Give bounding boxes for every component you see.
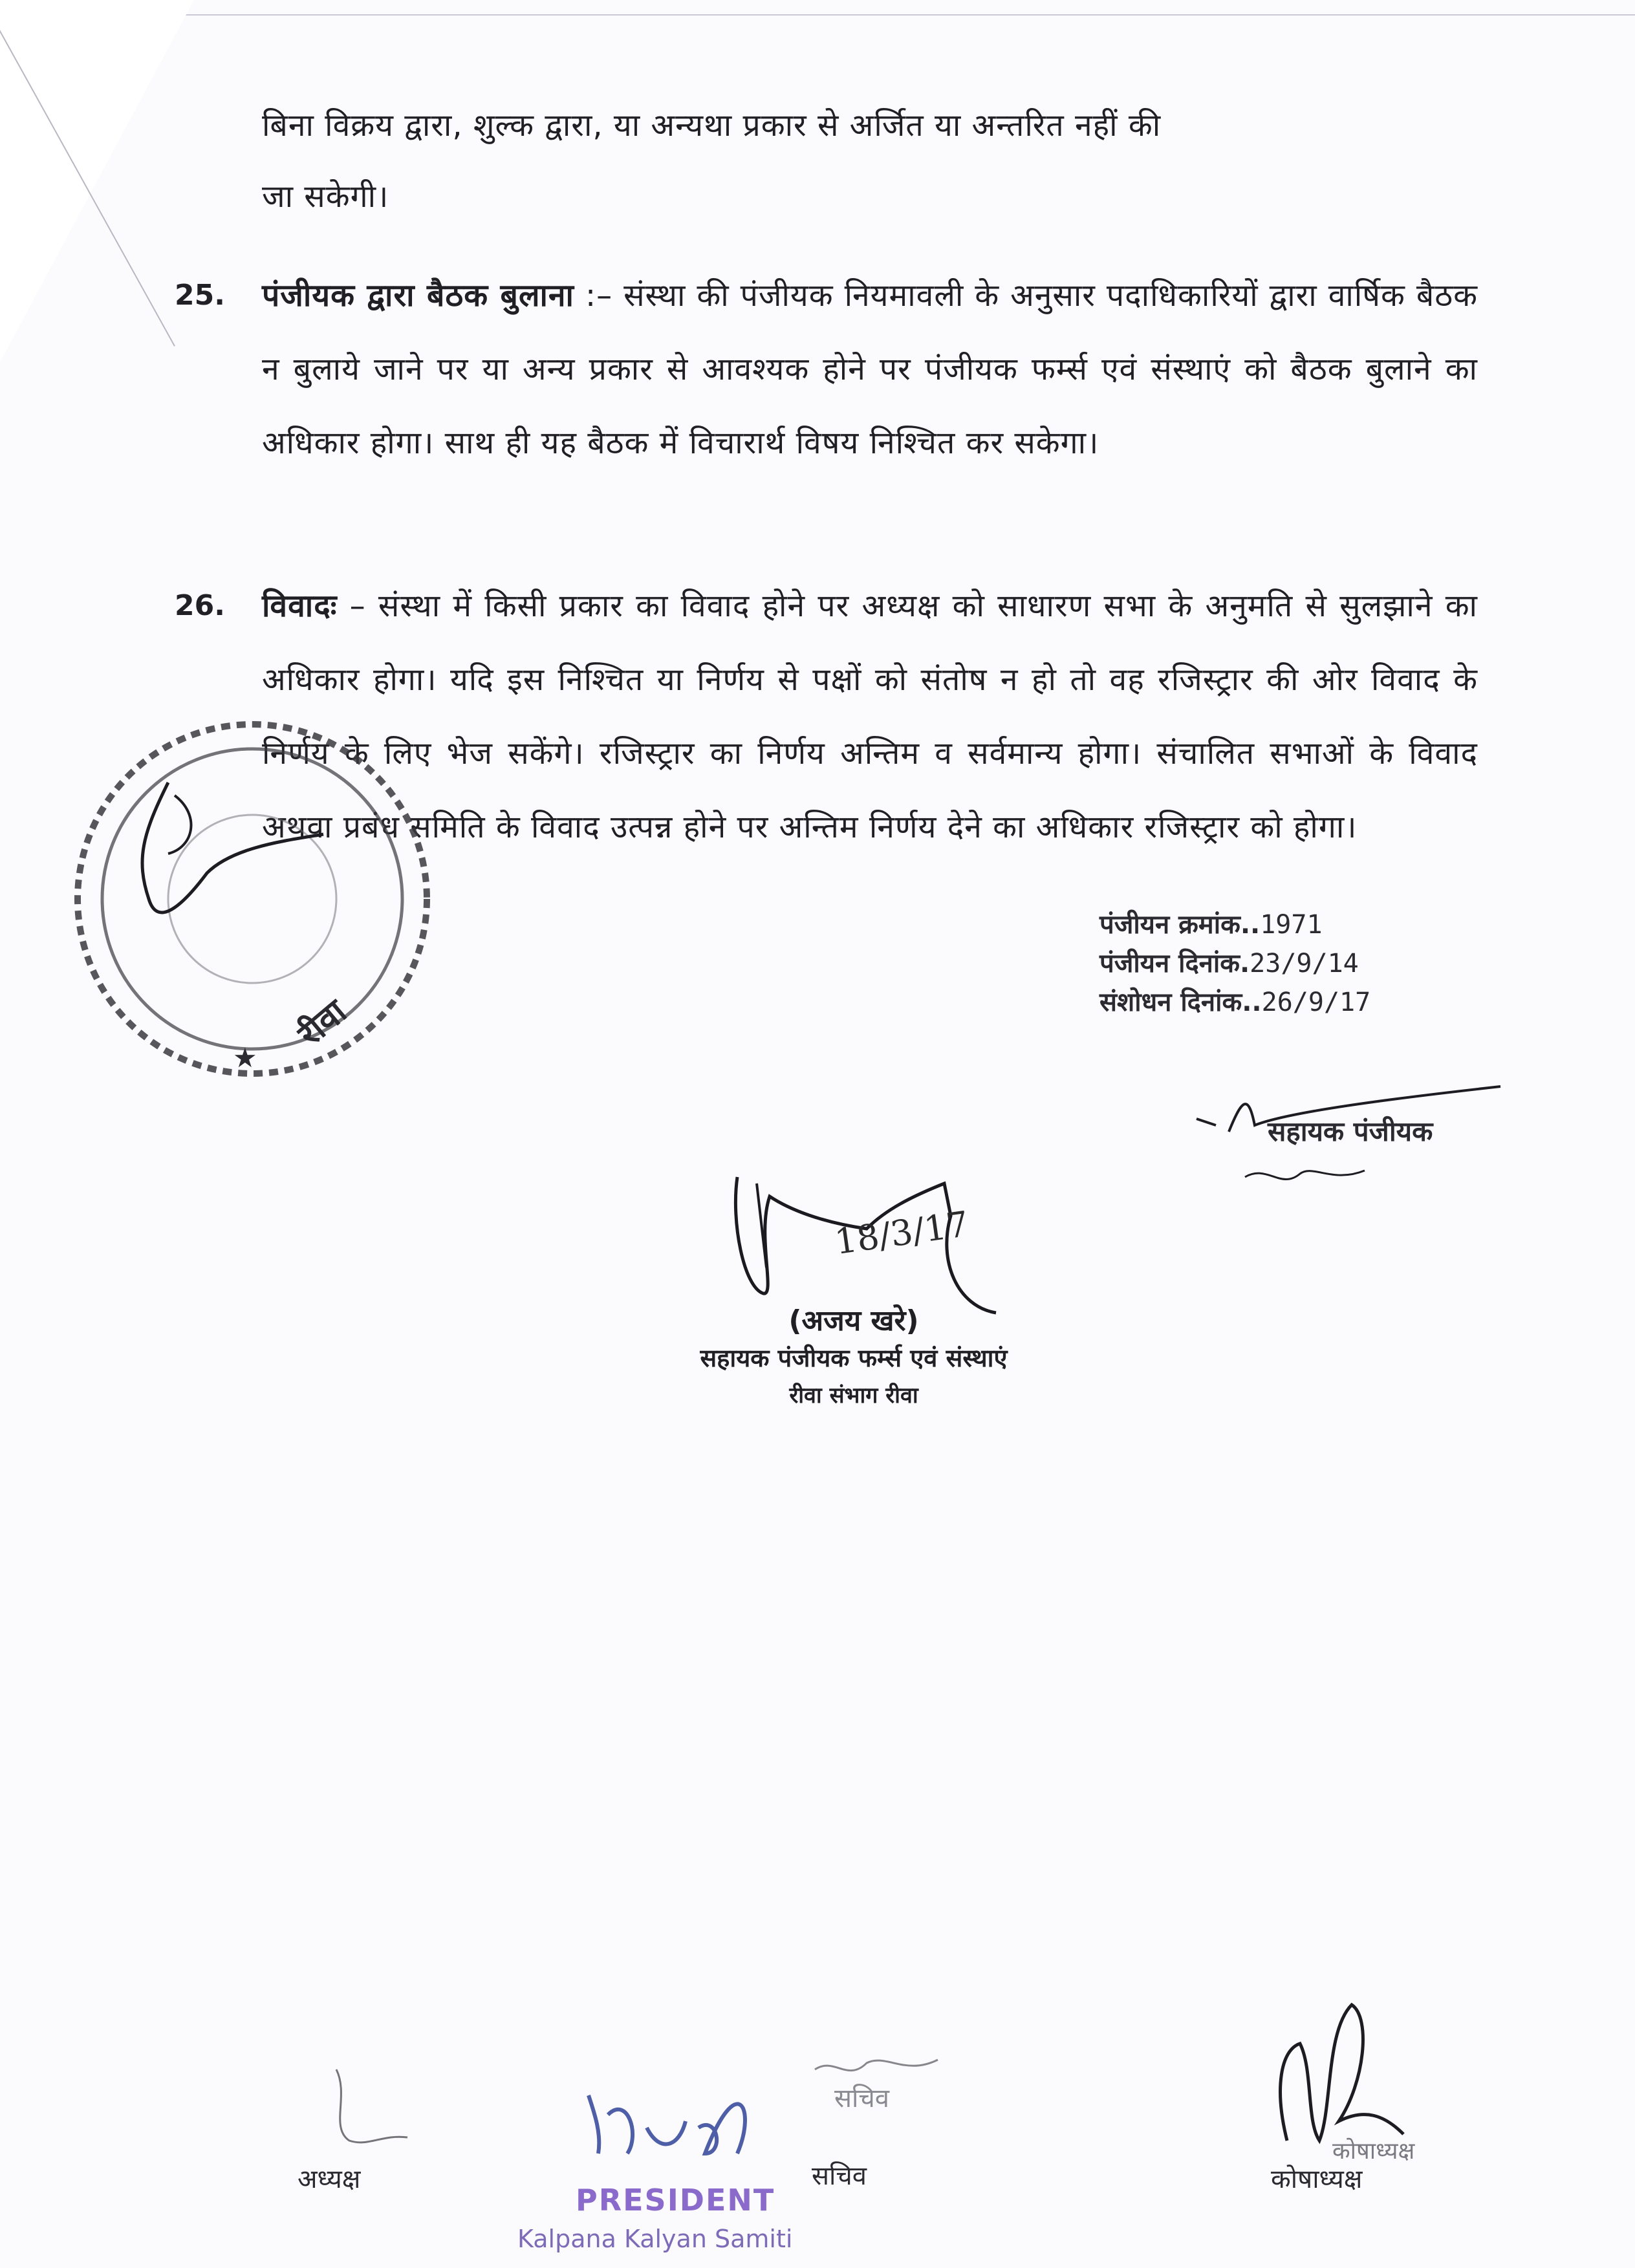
amendment-date-label: संशोधन दिनांक xyxy=(1099,988,1242,1017)
amendment-date-value: 26/9/17 xyxy=(1261,988,1371,1017)
continuation-line-1: बिना विक्रय द्वारा, शुल्क द्वारा, या अन्यथा प्रकार से अर्जित या अन्तरित नहीं की xyxy=(262,107,1162,144)
president-signature xyxy=(569,2057,802,2160)
officer-office: रीवा संभाग रीवा xyxy=(789,1383,918,1409)
officer-stamp xyxy=(653,1300,1054,1414)
president-signature-mark xyxy=(323,2057,453,2160)
secretary-stamp: सचिव xyxy=(834,2084,890,2113)
president-stamp: PRESIDENT xyxy=(576,2183,775,2218)
president-label: अध्यक्ष xyxy=(298,2165,361,2194)
signatory-scribble xyxy=(1242,1158,1371,1196)
organization-name: Kalpana Kalyan Samiti xyxy=(517,2225,793,2253)
officer-sign-date: 18/3/17 xyxy=(832,1203,971,1263)
seal-text: रीवा xyxy=(290,992,354,1054)
registration-number-value: 1971 xyxy=(1260,910,1323,940)
clause-body-text: संस्था में किसी प्रकार का विवाद होने पर अध्यक्ष को साधारण सभा के अनुमति से सुलझाने का अधिकार होगा। यदि इस निश्चित या निर्णय से पक्षों को संतोष न हो तो वह रजिस्ट्रार की ओर विवाद के निर्णय के लिए भेज सकेंगे। रजिस्ट्रार का निर्णय अन्तिम व सर्वमान्य होगा। संचालित सभाओं के विवाद अथवा प्रबंध समिति के विवाद उत्पन्न होने पर अन्तिम निर्णय देने का अधिकार रजिस्ट्रार को होगा। xyxy=(262,588,1478,845)
clause-heading: पंजीयक द्वारा बैठक बुलाना xyxy=(262,277,574,314)
registration-date-line: पंजीयन दिनांक.23/9/14 xyxy=(1099,949,1359,978)
officer-title: सहायक पंजीयक फर्म्स एवं संस्थाएं xyxy=(700,1344,1008,1372)
clause-text xyxy=(262,569,1478,864)
folded-corner xyxy=(0,0,194,362)
secretary-signature xyxy=(808,2044,977,2108)
clause-heading: विवादः xyxy=(262,588,338,624)
registration-number-line: पंजीयन क्रमांक..1971 xyxy=(1099,910,1323,940)
clause-separator: – xyxy=(349,588,366,624)
officer-name: (अजय खरे) xyxy=(788,1304,919,1337)
secretary-label: सचिव xyxy=(812,2161,867,2191)
registration-stamp xyxy=(1099,905,1500,1022)
registration-date-value: 23/9/14 xyxy=(1250,949,1359,978)
registrar-signatory-label: सहायक पंजीयक xyxy=(1268,1116,1433,1147)
clause-separator: :– xyxy=(585,277,613,314)
clause-number: 26. xyxy=(175,589,225,622)
registration-number-label: पंजीयन क्रमांक xyxy=(1099,910,1240,940)
clause-body-text: संस्था की पंजीयक नियमावली के अनुसार पदाधिकारियों द्वारा वार्षिक बैठक न बुलाये जाने पर या अन्य प्रकार से आवश्यक होने पर पंजीयक फर्म्स एवं संस्थाएं को बैठक बुलाने का अधिकार होगा। साथ ही यह बैठक में विचारार्थ विषय निश्चित कर सकेगा। xyxy=(262,277,1478,461)
treasurer-stamp: कोषाध्यक्ष xyxy=(1332,2138,1415,2165)
society-seal xyxy=(39,686,440,1086)
treasurer-label: कोषाध्यक्ष xyxy=(1271,2165,1363,2194)
clause-number: 25. xyxy=(175,279,225,312)
amendment-date-line: संशोधन दिनांक..26/9/17 xyxy=(1099,988,1371,1017)
seal-star-icon: ★ xyxy=(233,1042,257,1074)
clause-text xyxy=(262,259,1478,480)
registration-date-label: पंजीयन दिनांक xyxy=(1099,949,1240,978)
page-top-edge xyxy=(175,0,1635,16)
continuation-line-2: जा सकेगी। xyxy=(262,178,389,215)
